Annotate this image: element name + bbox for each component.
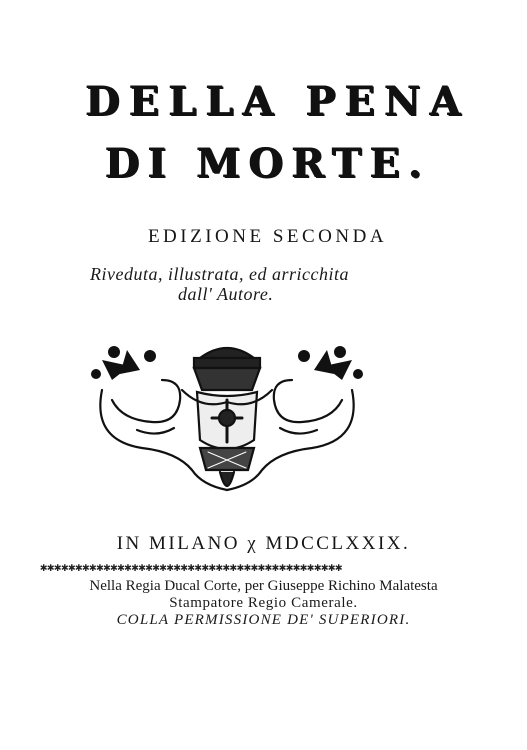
book-title-line-1: DELLA PENA: [85, 78, 470, 125]
book-title-line-2: DI MORTE.: [104, 140, 431, 187]
edition-statement: EDIZIONE SECONDA: [147, 226, 388, 247]
imprint-place-date: IN MILANO χ MDCCLXXIX.: [116, 533, 411, 554]
permission-line: COLLA PERMISSIONE DE' SUPERIORI.: [116, 612, 411, 628]
revision-note-line-2: dall' Autore.: [178, 284, 274, 304]
revision-note-line-1: Riveduta, illustrata, ed arricchita: [90, 264, 349, 284]
star-rule: ✱✱✱✱✱✱✱✱✱✱✱✱✱✱✱✱✱✱✱✱✱✱✱✱✱✱✱✱✱✱✱✱✱✱✱✱✱✱✱✱✱✱✱: [40, 560, 343, 574]
printer-line-1: Nella Regia Ducal Corte, per Giuseppe Richino Malatesta: [89, 578, 438, 594]
printer-line-2: Stampatore Regio Camerale.: [169, 595, 358, 611]
floral-ornament-icon: [82, 330, 372, 500]
